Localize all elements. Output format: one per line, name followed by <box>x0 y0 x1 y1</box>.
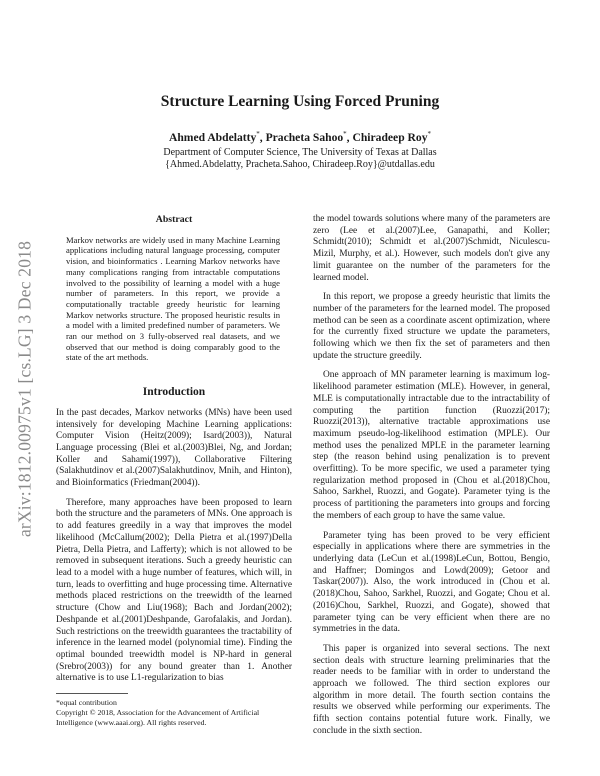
body-paragraph: In the past decades, Markov networks (MNs) have been used intensively for developing Machine Learning applications: Computer Vision (Heitz(2009); Isard(2003)), Natural Language processing (Blei et al.(2003)Blei, Ng, and Jordan; Koller and Sahami(1997)), Collaborative Filtering (Salakhutdinov et al.(2007)Salakhutdinov, Mnih, and Hinton), and Bioinformatics (Friedman(2004)). <box>56 407 292 489</box>
author-name: Ahmed Abdelatty <box>168 130 257 144</box>
author-emails: {Ahmed.Abdelatty, Pracheta.Sahoo, Chiradeep.Roy}@utdallas.edu <box>165 159 435 170</box>
affiliation: Department of Computer Science, The University of Texas at Dallas <box>163 147 437 158</box>
author-mark: * <box>256 130 260 138</box>
body-paragraph: This paper is organized into several sections. The next section deals with structure learning preliminaries that the reader needs to be familiar with in order to understand the approach we followed. The third section explores our algorithm in more detail. The fourth section contains the results we observed while performing our experiments. The fifth section contains potential future work. Finally, we conclude in the sixth section. <box>313 643 550 736</box>
abstract-heading: Abstract <box>155 214 193 225</box>
body-paragraph: Parameter tying has been proved to be very efficient especially in applications where there are symmetries in the underlying data (LeCun et al.(1998)LeCun, Bottou, Bengio, and Haffner; Domingos and Lowd(2009); Getoor and Taskar(2007)). Also, the work introduced in (Chou et al.(2018)Chou, Sahoo, Sarkhel, Ruozzi, and Gogate; Chou et al.(2016)Chou, Sarkhel, Ruozzi, and Gogate), showed that parameter tying can be very efficient when there are no symmetries in the data. <box>313 530 550 635</box>
right-column <box>313 214 550 746</box>
body-paragraph: One approach of MN parameter learning is maximum log-likelihood parameter estimation (MLE). However, in general, MLE is computationally intractable due to the intractability of computing the partition function (Ruozzi(2017); Ruozzi(2013)), alternative tractable approximations use maximum pseudo-log-likelihood estimation (MPLE). Our method uses the penalized MPLE in the parameter learning step (the reason behind using penalization is to prevent overfitting). To be more specific, we used a parameter tying regularization method proposed in (Chou et al.(2018)Chou, Sahoo, Sarkhel, Ruozzi, and Gogate). Parameter tying is the process of partitioning the parameters into groups and forcing the members of each group to have the same value. <box>313 370 550 521</box>
copyright-notice: Copyright © 2018, Association for the Advancement of Artificial Intelligence (www.aaai.org). All rights reserved. <box>56 708 260 728</box>
body-paragraph: In this report, we propose a greedy heuristic that limits the number of the parameters for the learned model. The proposed method can be seen as a coordinate ascent optimization, where for the currently fixed structure we update the parameters, following which we then fix the set of parameters and then update the structure greedily. <box>313 292 550 361</box>
author-separator: , <box>346 130 353 144</box>
left-column <box>56 214 292 729</box>
footnote-text: *equal contribution <box>56 698 117 708</box>
author-name: Chiradeep Roy <box>352 130 428 144</box>
abstract-text: Markov networks are widely used in many Machine Learning applications including natural language processing, computer vision, and bioinformatics . Learning Markov networks have many complications ranging from intractable computations involved to the possibility of learning a model with a huge number of parameters. In this report, we provide a computationally tractable greedy heuristic for learning Markov networks structure. The proposed heuristic results in a model with a limited predefined number of parameters. We ran our method on 3 fully-observed real datasets, and we observed that our method is doing comparably good to the state of the art methods. <box>66 234 280 363</box>
affiliation-block <box>0 147 600 171</box>
arxiv-id-text: arXiv:1812.00975v1 [cs.LG] 3 Dec 2018 <box>14 240 35 538</box>
author-separator: , <box>259 130 266 144</box>
author-list <box>0 130 600 144</box>
body-paragraph: Therefore, many approaches have been proposed to learn both the structure and the parameters of MNs. One approach is to add features greedily in a way that improves the model likelihood (McCallum(2002); Della Pietra et al.(1997)Della Pietra, Della Pietra, and Lafferty); which is not allowed to be removed in subsequent iterations. Such a greedy heuristic can lead to a model with a huge number of features, which will, in turn, leads to overfitting and huge processing time. Alternative methods placed restrictions on the treewidth of the learned structure (Chow and Liu(1968); Bach and Jordan(2002); Deshpande et al.(2001)Deshpande, Garofalakis, and Jordan). Such restrictions on the treewidth guarantees the tractability of inference in the learned model (polynomial time). Finding the optimal bounded treewidth model is NP-hard in general (Srebro(2003)) for any bound greater than 1. Another alternative is to use L1-regularization to bias <box>56 497 292 684</box>
footnote-rule <box>56 693 128 694</box>
author-name: Pracheta Sahoo <box>265 130 344 144</box>
body-paragraph: the model towards solutions where many of the parameters are zero (Lee et al.(2007)Lee, Ganapathi, and Koller; Schmidt(2010); Schmidt et al.(2007)Schmidt, Niculescu-Mizil, Murphy, et al.). However, such models don't give any limit guarantee on the number of the parameters for the learned model. <box>313 214 550 283</box>
author-mark: * <box>427 130 432 138</box>
arxiv-identifier-stamp <box>14 209 36 569</box>
author-mark: * <box>343 130 347 138</box>
paper-title: Structure Learning Using Forced Pruning <box>160 93 440 110</box>
introduction-heading: Introduction <box>142 386 206 399</box>
